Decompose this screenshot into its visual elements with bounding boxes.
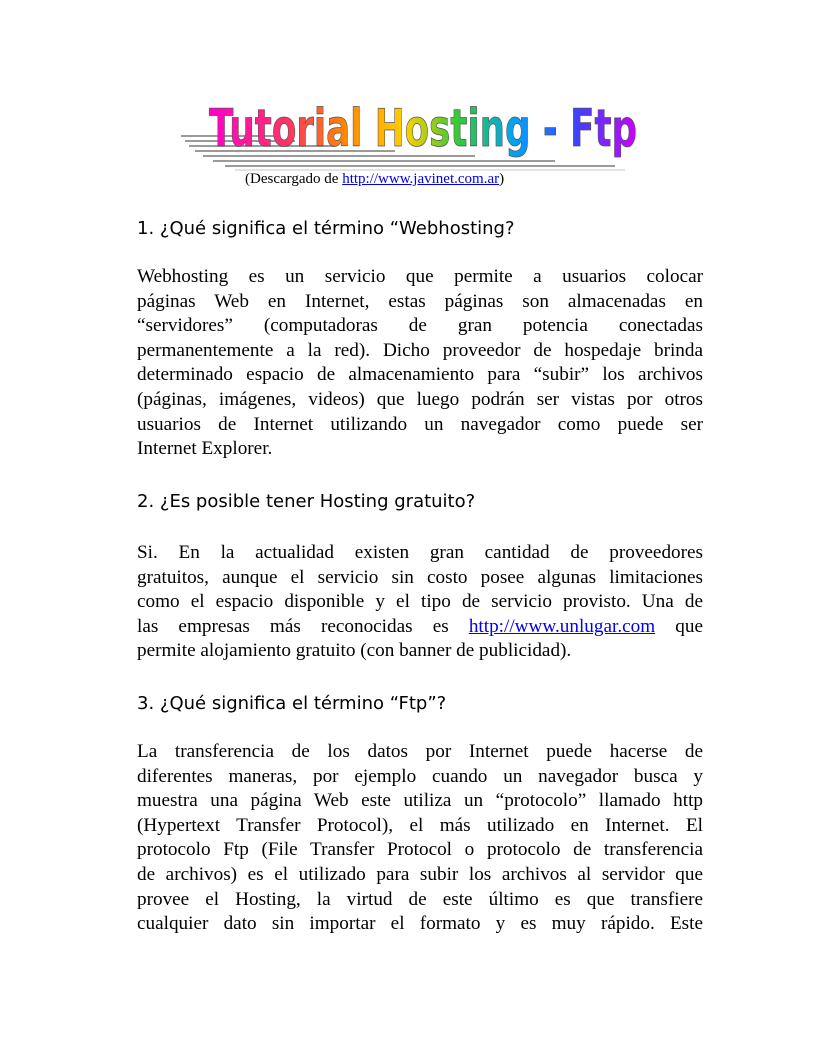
paragraph-line: gratuitos, aunque el servicio sin costo posee algunas limitaciones [137, 566, 703, 588]
source-prefix: (Descargado de [245, 171, 343, 187]
paragraph-line: La transferencia de los datos por Internet puede hacerse de [137, 741, 703, 762]
link-line-after: que [655, 615, 703, 637]
section-2-paragraph [137, 541, 703, 664]
source-suffix: ) [499, 171, 505, 187]
paragraph-line: (Hypertext Transfer Protocol), el más utilizado en Internet. El [137, 814, 703, 836]
paragraph-line: Webhosting es un servicio que permite a usuarios colocar [137, 266, 703, 287]
source-link[interactable]: http://www.javinet.com.ar [342, 171, 500, 187]
section-3-heading: 3. ¿Qué significa el término “Ftp”? [137, 693, 447, 714]
source-line [245, 171, 504, 188]
paragraph-line: como el espacio disponible y el tipo de servicio provisto. Una de [137, 591, 703, 613]
paragraph-line: determinado espacio de almacenamiento para “subir” los archivos [137, 364, 703, 386]
paragraph-line: permite alojamiento gratuito (con banner de publicidad). [137, 640, 572, 662]
paragraph-line: provee el Hosting, la virtud de este último es que transfiere [137, 888, 703, 910]
logo-title-text: Tutorial Hosting - Ftp [209, 99, 637, 159]
paragraph-line: “servidores” (computadoras de gran potencia conectadas [137, 315, 703, 337]
paragraph-line: diferentes maneras, por ejemplo cuando un navegador busca y [137, 765, 703, 787]
link-line-before: las empresas más reconocidas es [137, 615, 469, 637]
paragraph-line: protocolo Ftp (File Transfer Protocol o protocolo de transferencia [137, 839, 703, 861]
paragraph-line: usuarios de Internet utilizando un navegador como puede ser [137, 413, 703, 435]
paragraph-line: de archivos) es el utilizado para subir los archivos al servidor que [137, 863, 703, 885]
unlugar-link[interactable]: http://www.unlugar.com [468, 615, 656, 637]
paragraph-line: cualquier dato sin importar el formato y es muy rápido. Este [137, 913, 703, 935]
section-1-paragraph [137, 265, 703, 462]
section-3-paragraph [137, 740, 703, 937]
paragraph-line: muestra una página Web este utiliza un “protocolo” llamado http [137, 790, 703, 812]
paragraph-line-with-link [137, 615, 703, 640]
paragraph-line: Internet Explorer. [137, 438, 273, 460]
section-1-heading: 1. ¿Qué significa el término “Webhosting? [137, 218, 515, 239]
paragraph-line: páginas Web en Internet, estas páginas son almacenadas en [137, 290, 703, 312]
paragraph-line: Si. En la actualidad existen gran cantidad de proveedores [137, 542, 703, 563]
tutorial-logo [175, 84, 645, 176]
section-2-heading: 2. ¿Es posible tener Hosting gratuito? [137, 491, 476, 512]
paragraph-line: (páginas, imágenes, videos) que luego podrán ser vistas por otros [137, 388, 703, 410]
paragraph-line: permanentemente a la red). Dicho proveedor de hospedaje brinda [137, 339, 703, 361]
